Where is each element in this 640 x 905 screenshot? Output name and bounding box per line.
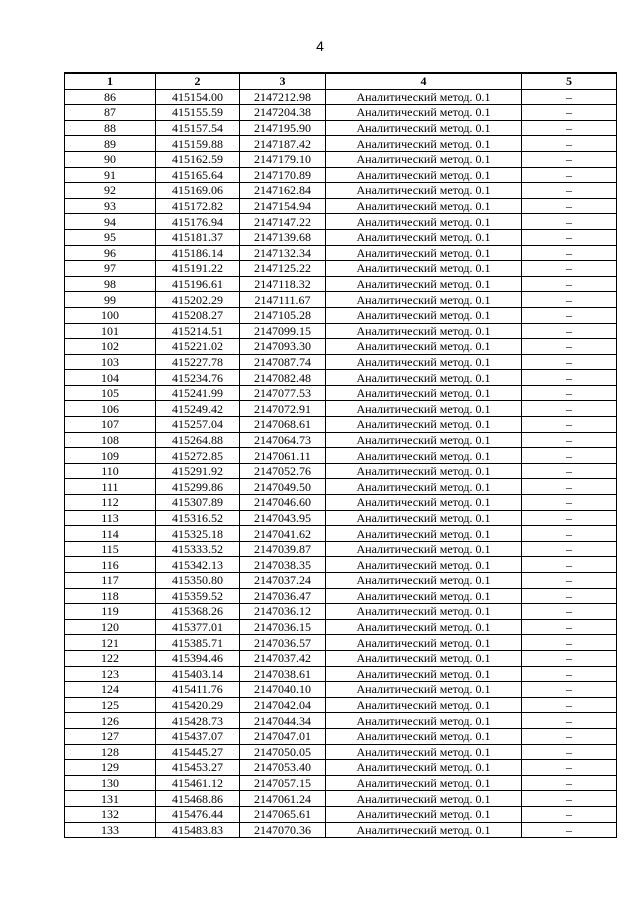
table-row bbox=[65, 526, 617, 542]
cell-y-coordinate: 2147154.94 bbox=[240, 198, 326, 214]
table-row bbox=[65, 385, 617, 401]
cell-method: Аналитический метод. 0.1 bbox=[326, 120, 522, 136]
cell-y-coordinate: 2147162.84 bbox=[240, 183, 326, 199]
cell-method: Аналитический метод. 0.1 bbox=[326, 604, 522, 620]
cell-y-coordinate: 2147105.28 bbox=[240, 307, 326, 323]
cell-x-coordinate: 415342.13 bbox=[156, 557, 240, 573]
cell-y-coordinate: 2147125.22 bbox=[240, 261, 326, 277]
cell-y-coordinate: 2147061.24 bbox=[240, 791, 326, 807]
cell-point-number: 107 bbox=[65, 417, 156, 433]
cell-point-number: 90 bbox=[65, 151, 156, 167]
cell-note: – bbox=[522, 183, 617, 199]
table-row bbox=[65, 167, 617, 183]
cell-y-coordinate: 2147050.05 bbox=[240, 744, 326, 760]
cell-y-coordinate: 2147187.42 bbox=[240, 136, 326, 152]
cell-y-coordinate: 2147053.40 bbox=[240, 760, 326, 776]
cell-point-number: 123 bbox=[65, 666, 156, 682]
cell-point-number: 87 bbox=[65, 105, 156, 121]
cell-x-coordinate: 415461.12 bbox=[156, 775, 240, 791]
cell-x-coordinate: 415155.59 bbox=[156, 105, 240, 121]
table-row bbox=[65, 775, 617, 791]
cell-point-number: 115 bbox=[65, 541, 156, 557]
cell-note: – bbox=[522, 526, 617, 542]
table-row bbox=[65, 760, 617, 776]
table-row bbox=[65, 105, 617, 121]
cell-point-number: 86 bbox=[65, 89, 156, 105]
cell-y-coordinate: 2147064.73 bbox=[240, 432, 326, 448]
cell-point-number: 116 bbox=[65, 557, 156, 573]
table-row bbox=[65, 713, 617, 729]
table-row bbox=[65, 401, 617, 417]
cell-y-coordinate: 2147132.34 bbox=[240, 245, 326, 261]
cell-note: – bbox=[522, 276, 617, 292]
cell-y-coordinate: 2147036.47 bbox=[240, 588, 326, 604]
cell-method: Аналитический метод. 0.1 bbox=[326, 650, 522, 666]
cell-x-coordinate: 415333.52 bbox=[156, 541, 240, 557]
cell-method: Аналитический метод. 0.1 bbox=[326, 760, 522, 776]
cell-x-coordinate: 415172.82 bbox=[156, 198, 240, 214]
cell-method: Аналитический метод. 0.1 bbox=[326, 822, 522, 838]
table-row bbox=[65, 479, 617, 495]
cell-point-number: 88 bbox=[65, 120, 156, 136]
cell-method: Аналитический метод. 0.1 bbox=[326, 167, 522, 183]
cell-note: – bbox=[522, 728, 617, 744]
cell-x-coordinate: 415377.01 bbox=[156, 619, 240, 635]
cell-method: Аналитический метод. 0.1 bbox=[326, 292, 522, 308]
cell-x-coordinate: 415468.86 bbox=[156, 791, 240, 807]
cell-x-coordinate: 415157.54 bbox=[156, 120, 240, 136]
cell-note: – bbox=[522, 448, 617, 464]
cell-method: Аналитический метод. 0.1 bbox=[326, 261, 522, 277]
cell-point-number: 98 bbox=[65, 276, 156, 292]
cell-point-number: 117 bbox=[65, 573, 156, 589]
cell-method: Аналитический метод. 0.1 bbox=[326, 526, 522, 542]
cell-note: – bbox=[522, 292, 617, 308]
table-row bbox=[65, 417, 617, 433]
cell-x-coordinate: 415368.26 bbox=[156, 604, 240, 620]
table-row bbox=[65, 198, 617, 214]
cell-note: – bbox=[522, 323, 617, 339]
cell-x-coordinate: 415316.52 bbox=[156, 510, 240, 526]
cell-point-number: 124 bbox=[65, 682, 156, 698]
cell-point-number: 119 bbox=[65, 604, 156, 620]
cell-x-coordinate: 415208.27 bbox=[156, 307, 240, 323]
cell-method: Аналитический метод. 0.1 bbox=[326, 448, 522, 464]
cell-x-coordinate: 415162.59 bbox=[156, 151, 240, 167]
table-row bbox=[65, 89, 617, 105]
cell-point-number: 100 bbox=[65, 307, 156, 323]
table-row bbox=[65, 151, 617, 167]
cell-y-coordinate: 2147093.30 bbox=[240, 339, 326, 355]
cell-method: Аналитический метод. 0.1 bbox=[326, 775, 522, 791]
cell-note: – bbox=[522, 604, 617, 620]
cell-point-number: 114 bbox=[65, 526, 156, 542]
table-row bbox=[65, 822, 617, 838]
table-row bbox=[65, 573, 617, 589]
cell-note: – bbox=[522, 822, 617, 838]
table-row bbox=[65, 339, 617, 355]
cell-y-coordinate: 2147061.11 bbox=[240, 448, 326, 464]
cell-x-coordinate: 415234.76 bbox=[156, 370, 240, 386]
cell-method: Аналитический метод. 0.1 bbox=[326, 307, 522, 323]
cell-x-coordinate: 415257.04 bbox=[156, 417, 240, 433]
cell-method: Аналитический метод. 0.1 bbox=[326, 697, 522, 713]
cell-method: Аналитический метод. 0.1 bbox=[326, 323, 522, 339]
cell-note: – bbox=[522, 89, 617, 105]
cell-x-coordinate: 415221.02 bbox=[156, 339, 240, 355]
cell-y-coordinate: 2147044.34 bbox=[240, 713, 326, 729]
coordinates-table bbox=[64, 72, 617, 838]
cell-method: Аналитический метод. 0.1 bbox=[326, 510, 522, 526]
cell-point-number: 94 bbox=[65, 214, 156, 230]
cell-point-number: 104 bbox=[65, 370, 156, 386]
cell-note: – bbox=[522, 370, 617, 386]
cell-method: Аналитический метод. 0.1 bbox=[326, 401, 522, 417]
cell-y-coordinate: 2147043.95 bbox=[240, 510, 326, 526]
cell-point-number: 128 bbox=[65, 744, 156, 760]
cell-y-coordinate: 2147052.76 bbox=[240, 463, 326, 479]
cell-y-coordinate: 2147040.10 bbox=[240, 682, 326, 698]
cell-x-coordinate: 415272.85 bbox=[156, 448, 240, 464]
cell-note: – bbox=[522, 573, 617, 589]
cell-x-coordinate: 415428.73 bbox=[156, 713, 240, 729]
cell-y-coordinate: 2147077.53 bbox=[240, 385, 326, 401]
table-row bbox=[65, 120, 617, 136]
table-row bbox=[65, 432, 617, 448]
cell-x-coordinate: 415307.89 bbox=[156, 495, 240, 511]
cell-x-coordinate: 415202.29 bbox=[156, 292, 240, 308]
cell-note: – bbox=[522, 557, 617, 573]
cell-point-number: 113 bbox=[65, 510, 156, 526]
cell-point-number: 127 bbox=[65, 728, 156, 744]
cell-method: Аналитический метод. 0.1 bbox=[326, 354, 522, 370]
table-row bbox=[65, 541, 617, 557]
cell-point-number: 118 bbox=[65, 588, 156, 604]
cell-point-number: 126 bbox=[65, 713, 156, 729]
cell-y-coordinate: 2147057.15 bbox=[240, 775, 326, 791]
cell-point-number: 125 bbox=[65, 697, 156, 713]
cell-point-number: 103 bbox=[65, 354, 156, 370]
page-number: 4 bbox=[316, 38, 324, 54]
table-row bbox=[65, 666, 617, 682]
table-row bbox=[65, 307, 617, 323]
cell-y-coordinate: 2147036.15 bbox=[240, 619, 326, 635]
cell-method: Аналитический метод. 0.1 bbox=[326, 728, 522, 744]
cell-x-coordinate: 415249.42 bbox=[156, 401, 240, 417]
column-header-5: 5 bbox=[522, 73, 617, 89]
cell-note: – bbox=[522, 229, 617, 245]
cell-note: – bbox=[522, 261, 617, 277]
cell-method: Аналитический метод. 0.1 bbox=[326, 214, 522, 230]
cell-note: – bbox=[522, 588, 617, 604]
cell-method: Аналитический метод. 0.1 bbox=[326, 682, 522, 698]
cell-note: – bbox=[522, 775, 617, 791]
cell-method: Аналитический метод. 0.1 bbox=[326, 463, 522, 479]
cell-x-coordinate: 415264.88 bbox=[156, 432, 240, 448]
cell-point-number: 108 bbox=[65, 432, 156, 448]
cell-point-number: 106 bbox=[65, 401, 156, 417]
cell-note: – bbox=[522, 650, 617, 666]
table-row bbox=[65, 229, 617, 245]
cell-method: Аналитический метод. 0.1 bbox=[326, 245, 522, 261]
table-row bbox=[65, 495, 617, 511]
cell-note: – bbox=[522, 463, 617, 479]
cell-y-coordinate: 2147049.50 bbox=[240, 479, 326, 495]
cell-method: Аналитический метод. 0.1 bbox=[326, 744, 522, 760]
table-body bbox=[65, 89, 617, 838]
cell-x-coordinate: 415359.52 bbox=[156, 588, 240, 604]
cell-point-number: 129 bbox=[65, 760, 156, 776]
cell-y-coordinate: 2147179.10 bbox=[240, 151, 326, 167]
column-header-1: 1 bbox=[65, 73, 156, 89]
cell-method: Аналитический метод. 0.1 bbox=[326, 136, 522, 152]
cell-y-coordinate: 2147212.98 bbox=[240, 89, 326, 105]
cell-note: – bbox=[522, 198, 617, 214]
cell-x-coordinate: 415214.51 bbox=[156, 323, 240, 339]
cell-point-number: 121 bbox=[65, 635, 156, 651]
cell-method: Аналитический метод. 0.1 bbox=[326, 541, 522, 557]
table-row bbox=[65, 557, 617, 573]
cell-y-coordinate: 2147170.89 bbox=[240, 167, 326, 183]
cell-y-coordinate: 2147036.12 bbox=[240, 604, 326, 620]
cell-x-coordinate: 415196.61 bbox=[156, 276, 240, 292]
cell-point-number: 91 bbox=[65, 167, 156, 183]
cell-point-number: 96 bbox=[65, 245, 156, 261]
cell-note: – bbox=[522, 619, 617, 635]
table-row bbox=[65, 463, 617, 479]
cell-method: Аналитический метод. 0.1 bbox=[326, 713, 522, 729]
cell-y-coordinate: 2147038.61 bbox=[240, 666, 326, 682]
cell-note: – bbox=[522, 401, 617, 417]
cell-y-coordinate: 2147118.32 bbox=[240, 276, 326, 292]
cell-y-coordinate: 2147068.61 bbox=[240, 417, 326, 433]
cell-x-coordinate: 415437.07 bbox=[156, 728, 240, 744]
cell-y-coordinate: 2147037.24 bbox=[240, 573, 326, 589]
cell-note: – bbox=[522, 214, 617, 230]
cell-method: Аналитический метод. 0.1 bbox=[326, 105, 522, 121]
cell-y-coordinate: 2147039.87 bbox=[240, 541, 326, 557]
cell-x-coordinate: 415394.46 bbox=[156, 650, 240, 666]
cell-note: – bbox=[522, 354, 617, 370]
cell-y-coordinate: 2147042.04 bbox=[240, 697, 326, 713]
cell-note: – bbox=[522, 744, 617, 760]
cell-x-coordinate: 415476.44 bbox=[156, 806, 240, 822]
cell-method: Аналитический метод. 0.1 bbox=[326, 385, 522, 401]
table-row bbox=[65, 728, 617, 744]
cell-method: Аналитический метод. 0.1 bbox=[326, 370, 522, 386]
cell-point-number: 120 bbox=[65, 619, 156, 635]
cell-note: – bbox=[522, 806, 617, 822]
cell-x-coordinate: 415159.88 bbox=[156, 136, 240, 152]
cell-y-coordinate: 2147046.60 bbox=[240, 495, 326, 511]
cell-method: Аналитический метод. 0.1 bbox=[326, 432, 522, 448]
cell-x-coordinate: 415191.22 bbox=[156, 261, 240, 277]
cell-x-coordinate: 415181.37 bbox=[156, 229, 240, 245]
table-row bbox=[65, 635, 617, 651]
table-row bbox=[65, 183, 617, 199]
cell-y-coordinate: 2147038.35 bbox=[240, 557, 326, 573]
cell-y-coordinate: 2147147.22 bbox=[240, 214, 326, 230]
cell-y-coordinate: 2147087.74 bbox=[240, 354, 326, 370]
table-header-row bbox=[65, 73, 617, 89]
cell-y-coordinate: 2147070.36 bbox=[240, 822, 326, 838]
table-row bbox=[65, 791, 617, 807]
cell-note: – bbox=[522, 479, 617, 495]
table-row bbox=[65, 323, 617, 339]
table-row bbox=[65, 744, 617, 760]
cell-point-number: 102 bbox=[65, 339, 156, 355]
cell-point-number: 105 bbox=[65, 385, 156, 401]
cell-note: – bbox=[522, 120, 617, 136]
cell-x-coordinate: 415403.14 bbox=[156, 666, 240, 682]
cell-point-number: 97 bbox=[65, 261, 156, 277]
cell-y-coordinate: 2147036.57 bbox=[240, 635, 326, 651]
cell-method: Аналитический метод. 0.1 bbox=[326, 276, 522, 292]
table-row bbox=[65, 650, 617, 666]
cell-point-number: 133 bbox=[65, 822, 156, 838]
cell-method: Аналитический метод. 0.1 bbox=[326, 791, 522, 807]
cell-y-coordinate: 2147072.91 bbox=[240, 401, 326, 417]
cell-y-coordinate: 2147047.01 bbox=[240, 728, 326, 744]
table-row bbox=[65, 806, 617, 822]
cell-method: Аналитический метод. 0.1 bbox=[326, 151, 522, 167]
cell-method: Аналитический метод. 0.1 bbox=[326, 666, 522, 682]
cell-x-coordinate: 415154.00 bbox=[156, 89, 240, 105]
cell-point-number: 130 bbox=[65, 775, 156, 791]
cell-method: Аналитический метод. 0.1 bbox=[326, 573, 522, 589]
cell-note: – bbox=[522, 697, 617, 713]
cell-point-number: 111 bbox=[65, 479, 156, 495]
cell-note: – bbox=[522, 510, 617, 526]
cell-note: – bbox=[522, 151, 617, 167]
cell-x-coordinate: 415350.80 bbox=[156, 573, 240, 589]
cell-note: – bbox=[522, 417, 617, 433]
cell-y-coordinate: 2147037.42 bbox=[240, 650, 326, 666]
cell-note: – bbox=[522, 385, 617, 401]
cell-note: – bbox=[522, 635, 617, 651]
cell-note: – bbox=[522, 339, 617, 355]
cell-point-number: 95 bbox=[65, 229, 156, 245]
cell-note: – bbox=[522, 307, 617, 323]
cell-x-coordinate: 415325.18 bbox=[156, 526, 240, 542]
cell-x-coordinate: 415453.27 bbox=[156, 760, 240, 776]
table-row bbox=[65, 448, 617, 464]
cell-note: – bbox=[522, 682, 617, 698]
cell-note: – bbox=[522, 713, 617, 729]
cell-note: – bbox=[522, 167, 617, 183]
cell-method: Аналитический метод. 0.1 bbox=[326, 806, 522, 822]
cell-y-coordinate: 2147204.38 bbox=[240, 105, 326, 121]
cell-point-number: 93 bbox=[65, 198, 156, 214]
cell-method: Аналитический метод. 0.1 bbox=[326, 479, 522, 495]
cell-method: Аналитический метод. 0.1 bbox=[326, 588, 522, 604]
cell-x-coordinate: 415165.64 bbox=[156, 167, 240, 183]
table-row bbox=[65, 214, 617, 230]
table-row bbox=[65, 292, 617, 308]
cell-point-number: 99 bbox=[65, 292, 156, 308]
cell-y-coordinate: 2147139.68 bbox=[240, 229, 326, 245]
cell-method: Аналитический метод. 0.1 bbox=[326, 339, 522, 355]
cell-note: – bbox=[522, 105, 617, 121]
cell-method: Аналитический метод. 0.1 bbox=[326, 198, 522, 214]
cell-method: Аналитический метод. 0.1 bbox=[326, 619, 522, 635]
cell-point-number: 110 bbox=[65, 463, 156, 479]
cell-note: – bbox=[522, 495, 617, 511]
cell-point-number: 92 bbox=[65, 183, 156, 199]
table-row bbox=[65, 588, 617, 604]
table-row bbox=[65, 682, 617, 698]
cell-point-number: 131 bbox=[65, 791, 156, 807]
cell-x-coordinate: 415241.99 bbox=[156, 385, 240, 401]
cell-x-coordinate: 415299.86 bbox=[156, 479, 240, 495]
cell-y-coordinate: 2147065.61 bbox=[240, 806, 326, 822]
cell-x-coordinate: 415291.92 bbox=[156, 463, 240, 479]
cell-note: – bbox=[522, 541, 617, 557]
cell-point-number: 89 bbox=[65, 136, 156, 152]
cell-note: – bbox=[522, 760, 617, 776]
cell-x-coordinate: 415169.06 bbox=[156, 183, 240, 199]
cell-point-number: 101 bbox=[65, 323, 156, 339]
cell-y-coordinate: 2147111.67 bbox=[240, 292, 326, 308]
table-row bbox=[65, 697, 617, 713]
cell-note: – bbox=[522, 791, 617, 807]
cell-note: – bbox=[522, 432, 617, 448]
table-row bbox=[65, 510, 617, 526]
table-row bbox=[65, 136, 617, 152]
table-row bbox=[65, 370, 617, 386]
cell-x-coordinate: 415411.76 bbox=[156, 682, 240, 698]
table-row bbox=[65, 354, 617, 370]
cell-x-coordinate: 415186.14 bbox=[156, 245, 240, 261]
table-row bbox=[65, 261, 617, 277]
cell-point-number: 132 bbox=[65, 806, 156, 822]
cell-point-number: 122 bbox=[65, 650, 156, 666]
cell-point-number: 112 bbox=[65, 495, 156, 511]
cell-note: – bbox=[522, 666, 617, 682]
cell-method: Аналитический метод. 0.1 bbox=[326, 229, 522, 245]
cell-method: Аналитический метод. 0.1 bbox=[326, 557, 522, 573]
cell-x-coordinate: 415176.94 bbox=[156, 214, 240, 230]
cell-point-number: 109 bbox=[65, 448, 156, 464]
cell-y-coordinate: 2147195.90 bbox=[240, 120, 326, 136]
cell-x-coordinate: 415483.83 bbox=[156, 822, 240, 838]
table-row bbox=[65, 276, 617, 292]
cell-x-coordinate: 415227.78 bbox=[156, 354, 240, 370]
column-header-2: 2 bbox=[156, 73, 240, 89]
cell-note: – bbox=[522, 245, 617, 261]
cell-method: Аналитический метод. 0.1 bbox=[326, 89, 522, 105]
cell-note: – bbox=[522, 136, 617, 152]
cell-method: Аналитический метод. 0.1 bbox=[326, 183, 522, 199]
cell-x-coordinate: 415385.71 bbox=[156, 635, 240, 651]
column-header-4: 4 bbox=[326, 73, 522, 89]
table-row bbox=[65, 619, 617, 635]
cell-method: Аналитический метод. 0.1 bbox=[326, 635, 522, 651]
cell-x-coordinate: 415445.27 bbox=[156, 744, 240, 760]
cell-method: Аналитический метод. 0.1 bbox=[326, 495, 522, 511]
cell-x-coordinate: 415420.29 bbox=[156, 697, 240, 713]
cell-y-coordinate: 2147099.15 bbox=[240, 323, 326, 339]
column-header-3: 3 bbox=[240, 73, 326, 89]
table-row bbox=[65, 245, 617, 261]
cell-y-coordinate: 2147041.62 bbox=[240, 526, 326, 542]
table-row bbox=[65, 604, 617, 620]
cell-y-coordinate: 2147082.48 bbox=[240, 370, 326, 386]
cell-method: Аналитический метод. 0.1 bbox=[326, 417, 522, 433]
